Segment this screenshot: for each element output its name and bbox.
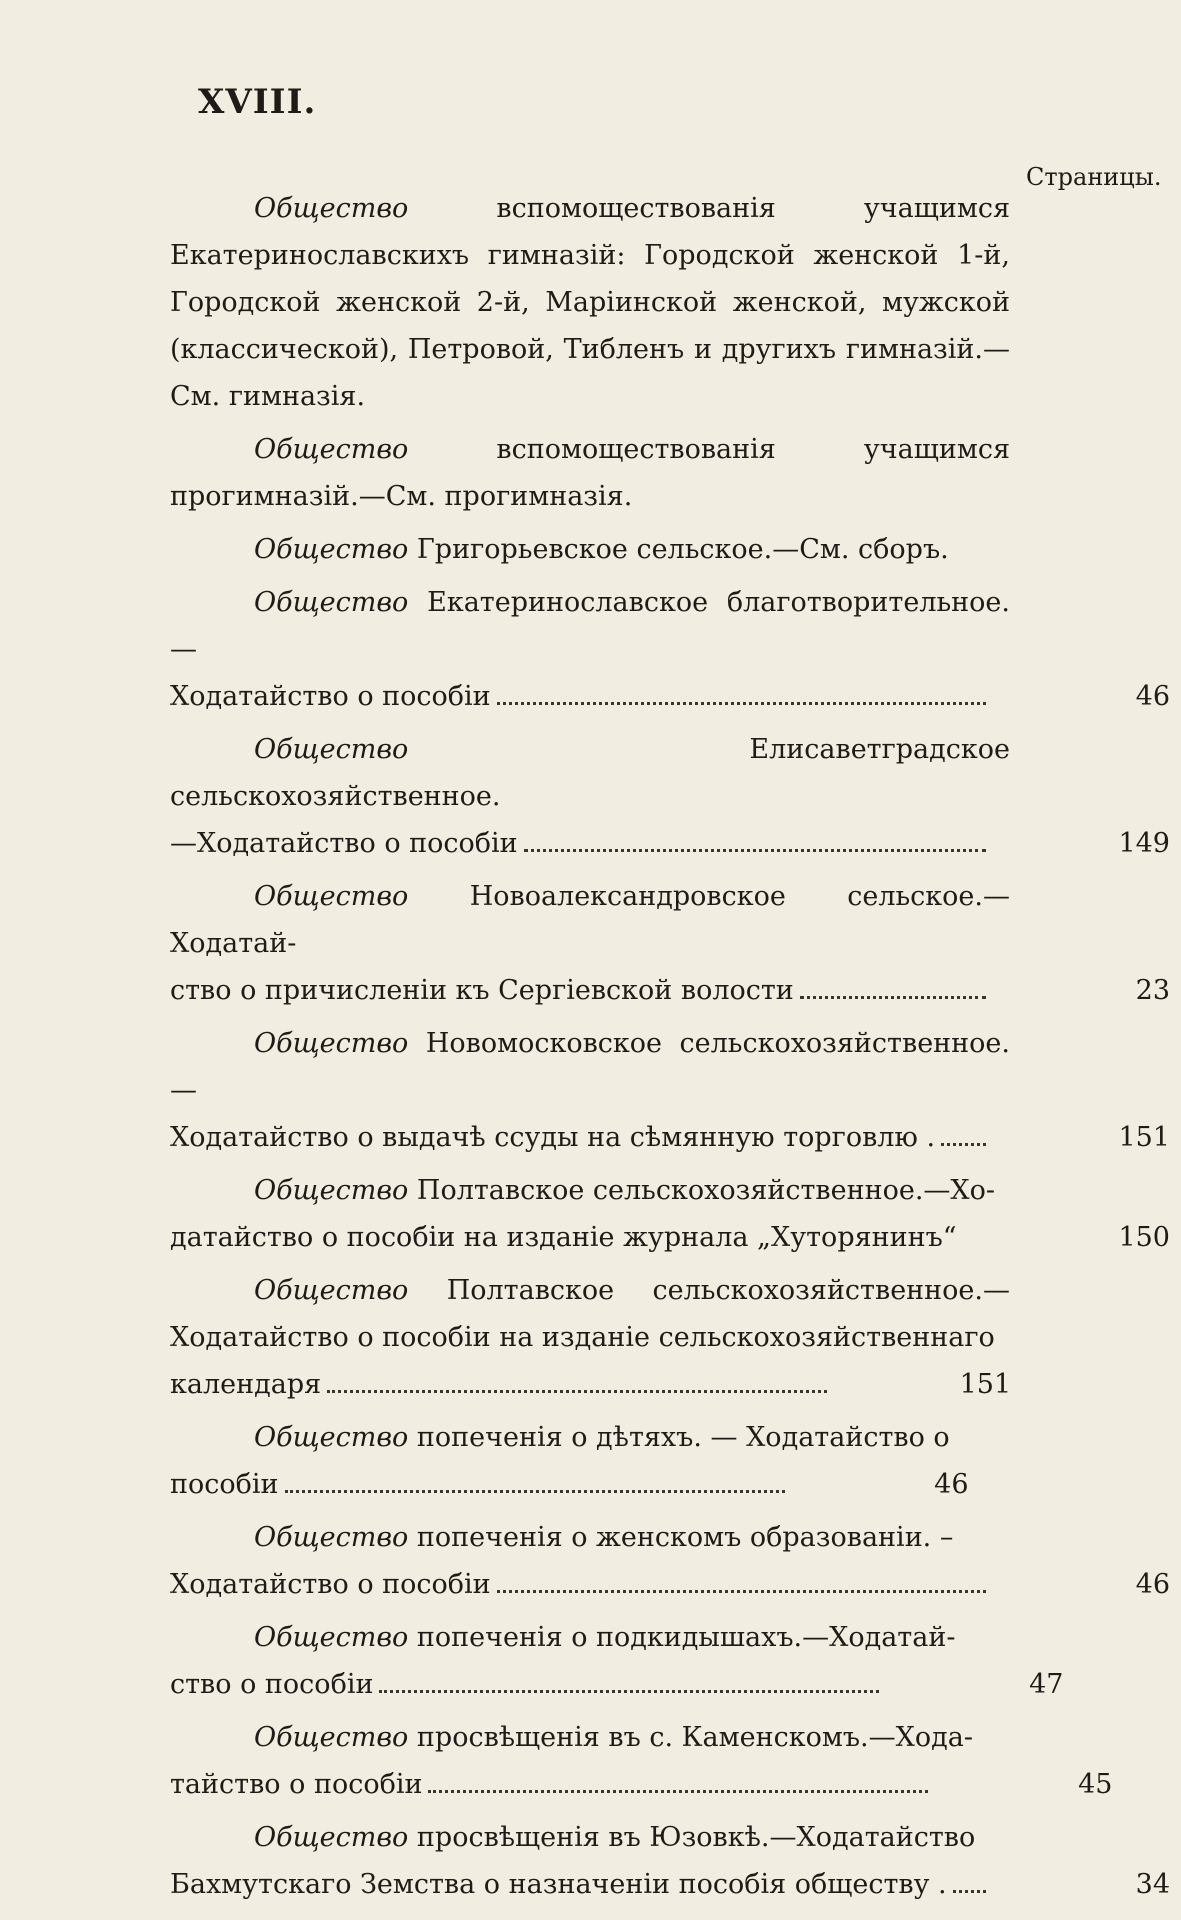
entry-text: Полтавское сельскохозяйственное.—Ходатайство о пособіи на изданіе сельскохозяйственнаго [170,1275,1010,1353]
entry-page-number: 46 [1135,681,1170,712]
index-entry [170,1020,1170,1161]
entry-last-line [170,1561,1170,1608]
dot-leader [497,702,986,705]
index-entry [170,726,1170,867]
index-entry [170,1414,1170,1508]
entry-page-number: 149 [1118,828,1170,859]
entry-keyword: Общество [254,1722,409,1753]
pages-column-header: Страницы. [1026,163,1162,191]
entry-tail: ство о причисленіи къ Сергіевской волости [170,975,794,1006]
entry-keyword: Общество [254,534,409,565]
dot-leader [800,996,986,999]
entry-tail: Ходатайство о пособіи [170,1569,491,1600]
entry-tail: Ходатайство о пособіи [170,681,491,712]
entry-page-number: 46 [934,1469,969,1500]
entry-last-line [170,1861,1170,1908]
entry-page-number: 151 [1118,1122,1170,1153]
entry-keyword: Общество [254,587,409,618]
entry-tail: Ходатайство о выдачѣ ссуды на сѣмянную торговлю . [170,1122,936,1153]
index-entry [170,873,1170,1014]
dot-leader [497,1590,986,1593]
entry-page-number: 150 [1118,1222,1170,1253]
entry-text: Новомосковское сельскохозяйственное.— [170,1028,1010,1106]
index-entry [170,426,1170,520]
index-entry [170,1714,1170,1808]
entry-page-number: 151 [959,1369,1012,1400]
index-entry [170,526,1170,573]
entry-last-line [170,967,1170,1014]
entry-last-line [170,1761,1170,1808]
dot-leader [524,849,986,852]
entry-tail: —Ходатайство о пособіи [170,828,518,859]
entry-last-line [170,1214,1170,1261]
index-entry [170,579,1170,720]
entry-keyword: Общество [254,1522,409,1553]
entry-last-line [170,1114,1170,1161]
index-entry [170,185,1170,420]
index-entry [170,1814,1170,1908]
entry-keyword: Общество [254,1175,409,1206]
entry-tail: тайство о пособіи [170,1769,423,1800]
entry-text: Елисаветградское сельскохозяйственное. [170,734,1010,812]
entry-text: вспомоществованія учащимся Екатеринославскихъ гимназій: Городской женской 1-й, Городской женской 2-й, Маріинской женской, мужской (классической), Петровой, Тибленъ и другихъ гимназій.—См. гимназія. [170,193,1010,412]
entry-tail: ство о пособіи [170,1669,374,1700]
dot-leader [379,1690,879,1693]
entry-page-number: 47 [1029,1669,1064,1700]
entry-last-line [170,1361,1170,1408]
entry-last-line [170,673,1170,720]
entry-keyword: Общество [254,434,409,465]
entry-page-number: 34 [1135,1869,1170,1900]
entry-last-line [170,1661,1170,1708]
dot-leader [285,1490,785,1493]
entry-tail: календаря [170,1369,322,1400]
entry-last-line [170,820,1170,867]
entry-keyword: Общество [254,734,409,765]
page-number: XVIII. [198,82,317,122]
entry-text: Полтавское сельскохозяйственное.—Хо- [416,1175,996,1206]
entry-last-line [170,1461,1170,1508]
dot-leader [428,1790,928,1793]
entry-text: просвѣщенія въ с. Каменскомъ.—Хода- [416,1722,973,1753]
entry-keyword: Общество [254,1622,409,1653]
entry-text: Новоалександровское сельское.—Ходатай- [170,881,1010,959]
entry-keyword: Общество [254,1028,409,1059]
entry-text: просвѣщенія въ Юзовкѣ.—Ходатайство [416,1822,976,1853]
entry-text: Григорьевское сельское.—См. сборъ. [416,534,949,565]
entry-tail: датайство о пособіи на изданіе журнала „Хуторянинъ“ [170,1222,957,1253]
entry-page-number: 23 [1135,975,1170,1006]
entry-tail: пособіи [170,1469,279,1500]
entry-text: Екатеринославское благотворительное.— [170,587,1010,665]
entry-text: попеченія о женскомъ образованіи. – [416,1522,954,1553]
dot-leader [953,1890,986,1893]
entry-page-number: 46 [1135,1569,1170,1600]
dot-leader [941,1143,986,1146]
entry-keyword: Общество [254,1822,409,1853]
entry-text: попеченія о подкидышахъ.—Ходатай- [416,1622,956,1653]
entry-keyword: Общество [254,1422,409,1453]
index-entries [170,185,1170,1920]
index-entry [170,1514,1170,1608]
dot-leader [327,1390,827,1393]
entry-text: попеченія о дѣтяхъ. — Ходатайство о [416,1422,950,1453]
entry-tail: Бахмутскаго Земства о назначеніи пособія обществу . [170,1869,947,1900]
entry-page-number: 45 [1078,1769,1113,1800]
entry-keyword: Общество [254,881,409,912]
entry-text: вспомоществованія учащимся прогимназій.—См. прогимназія. [170,434,1010,512]
entry-keyword: Общество [254,1275,409,1306]
entry-keyword: Общество [254,193,409,224]
index-entry [170,1614,1170,1708]
index-entry [170,1167,1170,1261]
index-entry [170,1267,1170,1408]
